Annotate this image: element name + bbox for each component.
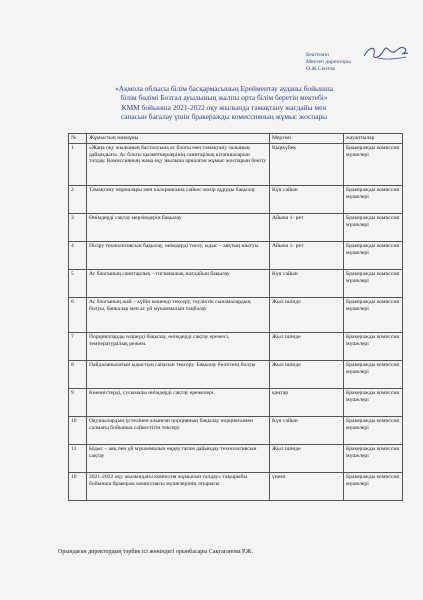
row-number: 9: [69, 389, 87, 417]
row-number: 8: [69, 361, 87, 389]
row-responsible: Бракеражды комиссия мүшелері: [344, 445, 403, 473]
header-term: Мерзімі: [270, 134, 344, 144]
approval-position: Мектеп директоры: [306, 59, 351, 66]
row-number: 3: [69, 214, 87, 242]
row-content: «Жаңа оқу жылының басталуына ас блогы мен тамақтану залының дайындығы. Ас блогы қызметкерлерінің санитарлық кітапшаларын талдау. Комиссияның жаңа оқу жылына арналған жұмыс жоспарын бекіту: [87, 144, 270, 186]
row-responsible: Бракеражды комиссия мүшелері: [344, 242, 403, 270]
row-content: Оқушылардың үстелінен алынған порцияның бақылау порциясымен салмағы бойынша сәйкестігін тексеру: [87, 417, 270, 445]
row-responsible: Бракеражды комиссия мүшелері: [344, 144, 403, 186]
table-row: [69, 242, 403, 270]
signature-icon: [360, 40, 412, 66]
row-term: Күн сайын: [270, 417, 344, 445]
row-number: 1: [69, 144, 87, 186]
row-content: Ас блогының санитарлық – гигиеналық жағдайын бақылау: [87, 270, 270, 298]
table-row: [69, 333, 403, 361]
row-number: 7: [69, 333, 87, 361]
row-number: 11: [69, 445, 87, 473]
row-number: 10: [69, 417, 87, 445]
row-number: 5: [69, 270, 87, 298]
table-row: [69, 214, 403, 242]
table-row: [69, 417, 403, 445]
row-term: Жыл ішінде: [270, 333, 344, 361]
row-responsible: Бракеражды комиссия мүшелері: [344, 417, 403, 445]
title-line-4: сапасын бағалау үшін бракеражды комиссияның жұмыс жоспары: [120, 111, 328, 121]
table-header-row: [69, 134, 403, 144]
row-term: Қыркүйек: [270, 144, 344, 186]
title-line-1: «Ақмола облысы білім басқармасының Ерейментау ауданы бойынша: [115, 84, 333, 93]
document-title: [64, 84, 384, 121]
row-content: Порциялларды өлшеуді бақылау, өнімдерді сақтау ережесі, температуралық режим.: [87, 333, 270, 361]
row-content: Пайдаланылатын ыдыстың сапасын тексеру. Бақылау бөлігінің болуы: [87, 361, 270, 389]
table-row: [69, 389, 403, 417]
footer-signatory: Орындаған директордың тәрбие ісі жөніндегі орынбасары Сақтағанова Р.Ж.: [58, 549, 253, 555]
table-row: [69, 298, 403, 333]
row-content: Көкөністерді, сусымалы өнімдерді сақтау ережелері.: [87, 389, 270, 417]
row-responsible: Бракеражды комиссия мүшелері: [344, 186, 403, 214]
row-term: Айына 1- рет: [270, 242, 344, 270]
approval-approve-label: Бекітемін: [306, 52, 329, 58]
title-line-3: КММ бойынша 2021-2022 оқу жылында тамақтану жағдайы мен: [121, 102, 327, 112]
title-line-2: білім бөлімі Бозтал ауылының жалпы орта білім беретін мектебі»: [120, 93, 328, 103]
table-row: [69, 270, 403, 298]
row-responsible: Бракеражды комиссия мүшелері: [344, 333, 403, 361]
table-row: [69, 144, 403, 186]
row-term: қаңтар: [270, 389, 344, 417]
row-term: Күн сайын: [270, 186, 344, 214]
row-content: 2021-2022 оқу жылындағы комиссия жұмысын талдау» тақырыбы бойынша бракераж комиссиясы мүшелерінің отырысы: [87, 473, 270, 501]
row-number: 4: [69, 242, 87, 270]
row-responsible: Бракеражды комиссия мүшелері: [344, 361, 403, 389]
row-responsible: Бракеражды комиссия мүшелері: [344, 389, 403, 417]
row-term: Жыл ішінде: [270, 298, 344, 333]
row-term: Жыл ішінде: [270, 445, 344, 473]
header-number: №: [69, 134, 87, 144]
row-number: 10: [69, 473, 87, 501]
row-term: Жыл ішінде: [270, 361, 344, 389]
row-number: 2: [69, 186, 87, 214]
row-content: Ас блогының жай – күйін кешенді тексеру, тәуліктік сынамалардың болуы, банкалар мен ас үй мүкаммалын таңбалау: [87, 298, 270, 333]
row-responsible: Бракеражды комиссия мүшелері: [344, 473, 403, 501]
row-responsible: Бракеражды комиссия мүшелері: [344, 298, 403, 333]
row-content: Өнімдерді сақтау мерзімдерін бақылау: [87, 214, 270, 242]
row-number: 6: [69, 298, 87, 333]
header-content: Жұмыстың мазмұны: [87, 134, 270, 144]
table-row: [69, 473, 403, 501]
row-content: Тамақтану нормалары мен калориясына сәйкес мәзір құруды бақылау: [87, 186, 270, 214]
row-term: Күн сайын: [270, 270, 344, 298]
row-content: Пісіру технологиясын бақылау, өнімдерді төсеу, ыдыс – аяқтың шығуы: [87, 242, 270, 270]
row-content: Ыдыс – аяқ пен үй мүкаммалын өңдеу.тағам дайындау технологиясын сақтау: [87, 445, 270, 473]
work-plan-table: [68, 133, 403, 501]
row-term: үнемі: [270, 473, 344, 501]
header-responsible: жауаптылар: [344, 134, 403, 144]
row-term: Айына 1- рет: [270, 214, 344, 242]
table-row: [69, 445, 403, 473]
row-responsible: Бракеражды комиссия мүшелері: [344, 270, 403, 298]
table-row: [69, 361, 403, 389]
row-responsible: Бракеражды комиссия мүшелері: [344, 214, 403, 242]
table-row: [69, 186, 403, 214]
approval-name: Ө.Ж.Сеитов: [306, 66, 335, 73]
